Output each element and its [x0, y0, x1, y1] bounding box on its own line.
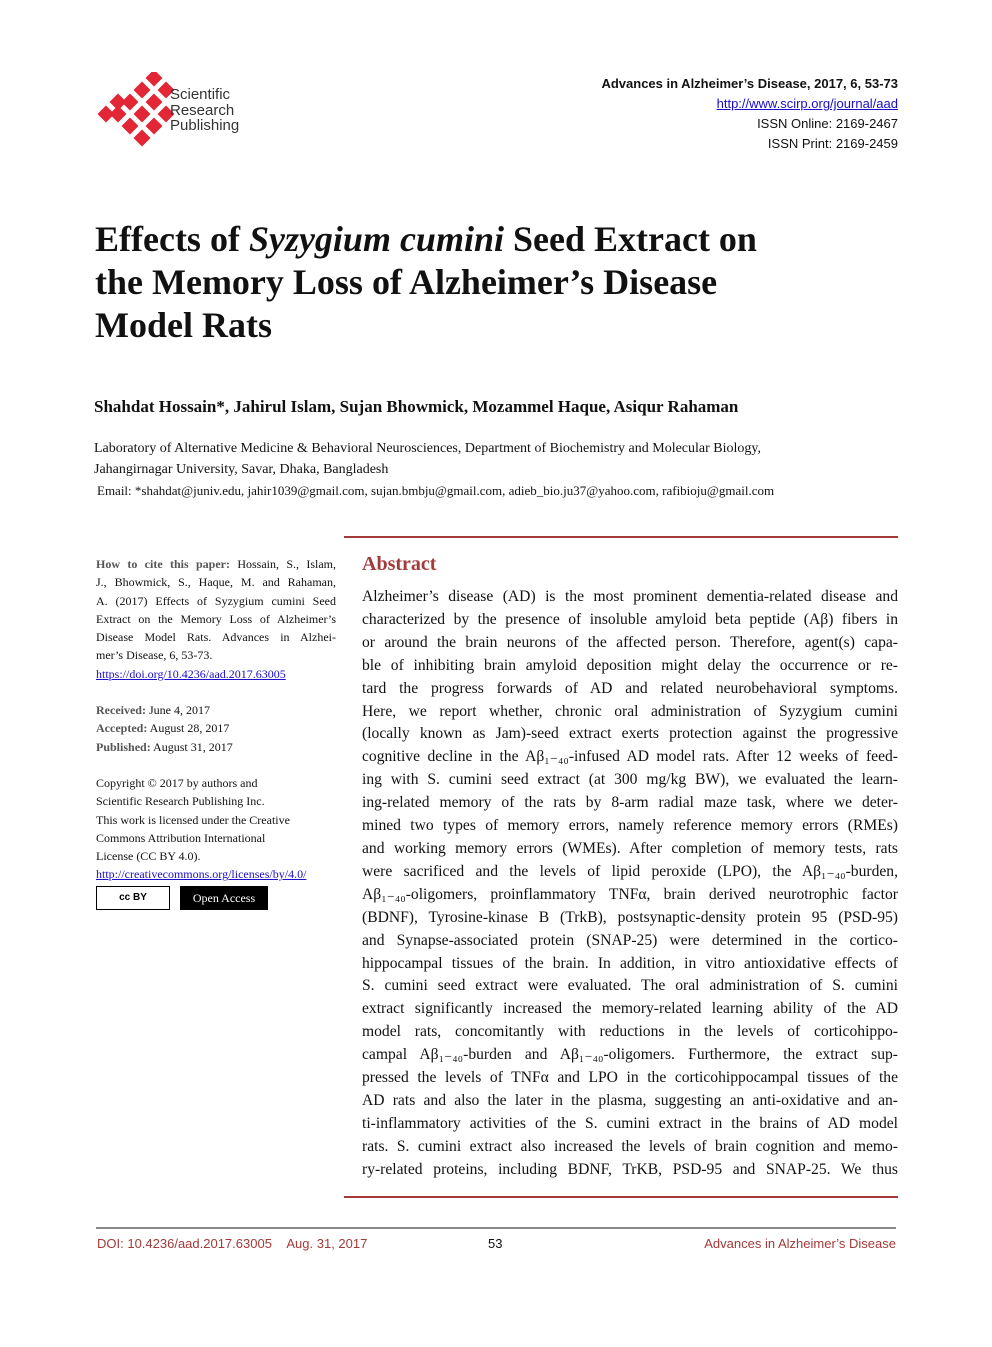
abstract-line: hippocampal tissues of the brain. In addition, in vitro antioxidative effects of: [362, 954, 898, 972]
issn-print: ISSN Print: 2169-2459: [767, 136, 898, 151]
abstract-heading: Abstract: [362, 553, 437, 575]
logo-diamond: [98, 106, 115, 123]
open-access-badge[interactable]: Open Access: [180, 886, 268, 910]
abstract-line: extract significantly increased the memory-related learning ability of the AD: [362, 1000, 898, 1018]
journal-citation: Advances in Alzheimer’s Disease, 2017, 6, 53-73: [601, 76, 898, 91]
abstract-line: pressed the levels of TNFα and LPO in the corticohippocampal tissues of the: [362, 1069, 898, 1087]
abstract-line: characterized by the presence of insoluble amyloid beta peptide (Aβ) fibers in: [362, 610, 898, 628]
publisher-name: [170, 87, 239, 134]
logo-text-line: Research: [170, 101, 235, 119]
email-line: Email: *shahdat@juniv.edu, jahir1039@gmail.com, sujan.bmbju@gmail.com, adieb_bio.ju37@yahoo.com, rafibioju@gmail.com: [97, 483, 775, 498]
license-link[interactable]: http://creativecommons.org/licenses/by/4.0/: [96, 867, 307, 882]
footer-doi-text: DOI: 10.4236/aad.2017.63005: [97, 1236, 272, 1251]
abstract-body: [362, 586, 898, 1182]
citation-line: A. (2017) Effects of Syzygium cumini Seed: [96, 593, 336, 608]
abstract-line: or around the brain neurons of the affected person. Therefore, agent(s) capa-: [362, 633, 898, 651]
logo-diamond: [146, 94, 163, 111]
title-part: Effects of: [95, 219, 249, 259]
abstract-line: and working memory errors (WMEs). After completion of memory tests, rats: [362, 839, 898, 857]
logo-diamond: [110, 94, 127, 111]
affiliation-line: Laboratory of Alternative Medicine & Behavioral Neurosciences, Department of Biochemistry and Molecular Biology,: [94, 441, 761, 456]
logo-diamond: [146, 72, 163, 86]
abstract-line: ti-inflammatory activities of the S. cumini extract in the brains of AD model: [362, 1114, 898, 1132]
title-part: Seed Extract on: [503, 219, 757, 259]
abstract-line: cognitive decline in the Aβ₁₋₄₀-infused AD model rats. After 12 weeks of feed-: [362, 748, 898, 766]
abstract-line: were sacrificed and the levels of lipid peroxide (LPO), the Aβ₁₋₄₀-burden,: [362, 862, 898, 880]
abstract-line: ing-related memory of the rats by 8-arm radial maze task, where we deter-: [362, 794, 898, 812]
footer-doi: [97, 1236, 367, 1251]
doi-link[interactable]: https://doi.org/10.4236/aad.2017.63005: [96, 666, 286, 681]
abstract-line: and Synapse-associated protein (SNAP-25) were determined in the cortico-: [362, 931, 898, 949]
journal-url-link[interactable]: http://www.scirp.org/journal/aad: [716, 96, 898, 111]
title-line: the Memory Loss of Alzheimer’s Disease: [95, 262, 718, 302]
footer-date: Aug. 31, 2017: [286, 1236, 368, 1251]
logo-diamond: [134, 130, 151, 147]
title-line: Model Rats: [95, 305, 272, 345]
citation-line: Disease Model Rats. Advances in Alzhei-: [96, 630, 336, 645]
abstract-line: ing with S. cumini seed extract (at 300 mg/kg BW), we evaluated the learn-: [362, 771, 898, 789]
abstract-line: rats. S. cumini extract also increased the levels of brain cognition and memo-: [362, 1137, 898, 1155]
authors: Shahdat Hossain*, Jahirul Islam, Sujan Bhowmick, Mozammel Haque, Asiqur Rahaman: [94, 397, 739, 416]
abstract-line: S. cumini seed extract were evaluated. The oral administration of S. cumini: [362, 977, 898, 995]
citation-line: [96, 555, 336, 573]
abstract-line: Alzheimer’s disease (AD) is the most prominent dementia-related disease and: [362, 588, 898, 605]
affiliation-line: Jahangirnagar University, Savar, Dhaka, Bangladesh: [94, 462, 389, 477]
issn-online: ISSN Online: 2169-2467: [757, 116, 898, 131]
citation-line: J., Bhowmick, S., Haque, M. and Rahaman,: [96, 575, 336, 590]
published-date: August 31, 2017: [153, 739, 233, 754]
copyright-line: This work is licensed under the Creative: [96, 812, 290, 827]
logo-text-line: Publishing: [170, 117, 240, 134]
abstract-line: (locally known as Jam)-seed extract exerts protection against the progressive: [362, 725, 898, 743]
abstract-line: model rats, concomitantly with reductions in the levels of corticohippo-: [362, 1023, 898, 1041]
abstract-line: AD rats and also the later in the plasma, suggesting an anti-oxidative and an-: [362, 1091, 898, 1109]
logo-diamond: [134, 106, 151, 123]
copyright-line: Copyright © 2017 by authors and: [96, 775, 258, 790]
abstract-line: tard the progress forwards of AD and related neurobehavioral symptoms.: [362, 679, 898, 697]
cc-by-badge[interactable]: cc BY: [96, 886, 170, 910]
abstract-line: Here, we report whether, chronic oral administration of Syzygium cumini: [362, 702, 898, 720]
received-label: Received:: [96, 703, 146, 718]
accepted-date: August 28, 2017: [149, 721, 230, 736]
logo-diamond: [134, 82, 151, 99]
abstract-line: Aβ₁₋₄₀-oligomers, proinflammatory TNFα, brain derived neurotrophic factor: [362, 885, 898, 903]
affiliation: [94, 438, 894, 480]
abstract-top-rule: [344, 536, 898, 538]
logo-diamond: [146, 118, 163, 135]
title-species: Syzygium cumini: [248, 219, 504, 259]
citation-line: mer’s Disease, 6, 53-73.: [96, 648, 213, 663]
accepted-label: Accepted:: [96, 721, 148, 736]
cite-label: How to cite this paper:: [96, 557, 230, 571]
copyright-line: Scientific Research Publishing Inc.: [96, 794, 265, 809]
article-info-sidebar: [96, 555, 336, 910]
abstract-bottom-rule: [344, 1196, 898, 1198]
journal-info: [601, 74, 898, 154]
abstract-line: (BDNF), Tyrosine-kinase B (TrkB), postsynaptic-density protein 95 (PSD-95): [362, 908, 898, 926]
logo-text-line: Scientific: [170, 86, 231, 103]
page-number: 53: [488, 1236, 503, 1251]
citation-line: Extract on the Memory Loss of Alzheimer’s: [96, 611, 336, 626]
footer-rule: [96, 1227, 896, 1229]
received-date: June 4, 2017: [148, 703, 210, 718]
abstract-line: ble of inhibiting brain amyloid deposition might delay the occurrence or re-: [362, 656, 898, 674]
paper-title: [95, 218, 757, 347]
citation-text: Hossain, S., Islam,: [237, 557, 337, 571]
logo-diamond: [122, 118, 139, 135]
copyright-line: License (CC BY 4.0).: [96, 849, 201, 864]
published-label: Published:: [96, 739, 151, 754]
abstract-line: ry-related proteins, including BDNF, TrKB, PSD-95 and SNAP-25. We thus: [362, 1160, 898, 1178]
abstract-line: campal Aβ₁₋₄₀-burden and Aβ₁₋₄₀-oligomers. Furthermore, the extract sup-: [362, 1046, 898, 1064]
copyright-line: Commons Attribution International: [96, 830, 266, 845]
title-line: [95, 218, 757, 261]
abstract-line: mined two types of memory errors, namely reference memory errors (RMEs): [362, 817, 898, 835]
footer-journal: Advances in Alzheimer’s Disease: [704, 1236, 896, 1251]
